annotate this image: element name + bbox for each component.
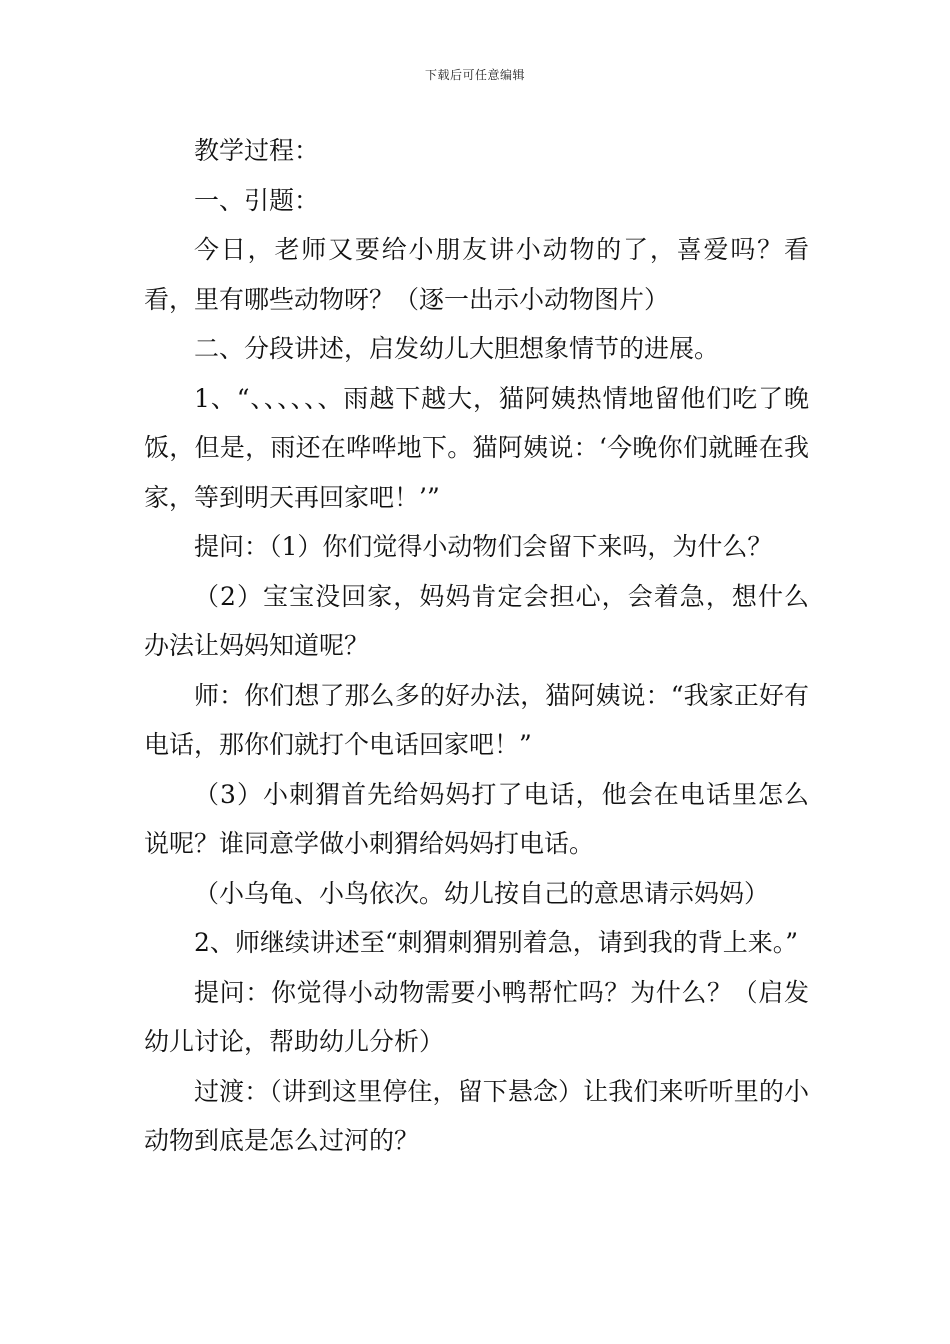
question-2: （2）宝宝没回家，妈妈肯定会担心，会着急，想什么办法让妈妈知道呢？ [144, 581, 809, 660]
paragraph: 过渡：（讲到这里停住，留下悬念）让我们来听听里的小动物到底是怎么过河的？ [144, 1076, 809, 1155]
question-1: 提问：（1）你们觉得小动物们会留下来吗，为什么？ [194, 532, 773, 561]
page-header: 下载后可任意编辑 [424, 68, 525, 82]
paragraph: 今日，老师又要给小朋友讲小动物的了，喜爱吗？看看，里有哪些动物呀？（逐一出示小动物图片） [144, 235, 809, 314]
paragraph: 1、“、、、、、、雨越下越大，猫阿姨热情地留他们吃了晚饭，但是，雨还在哗哗地下。猫阿姨说：‘今晚你们就睡在我家，等到明天再回家吧！’” [144, 383, 809, 512]
question-3: （3）小刺猬首先给妈妈打了电话，他会在电话里怎么说呢？谁同意学做小刺猬给妈妈打电话。 [144, 779, 809, 858]
paragraph: 2、师继续讲述至“刺猬刺猬别着急，请到我的背上来。” [194, 928, 798, 957]
section-narration: 二、分段讲述，启发幼儿大胆想象情节的进展。 [194, 334, 720, 363]
section-introduction: 一、引题： [194, 185, 320, 215]
paragraph: 提问：你觉得小动物需要小鸭帮忙吗？为什么？（启发幼儿讨论，帮助幼儿分析） [144, 977, 809, 1056]
paragraph: 师：你们想了那么多的好办法，猫阿姨说：“我家正好有电话，那你们就打个电话回家吧！” [144, 680, 809, 759]
heading-teaching-process: 教学过程： [194, 136, 320, 165]
paragraph: （小乌龟、小鸟依次。幼儿按自己的意思请示妈妈） [194, 878, 770, 908]
document-body [144, 126, 809, 1166]
